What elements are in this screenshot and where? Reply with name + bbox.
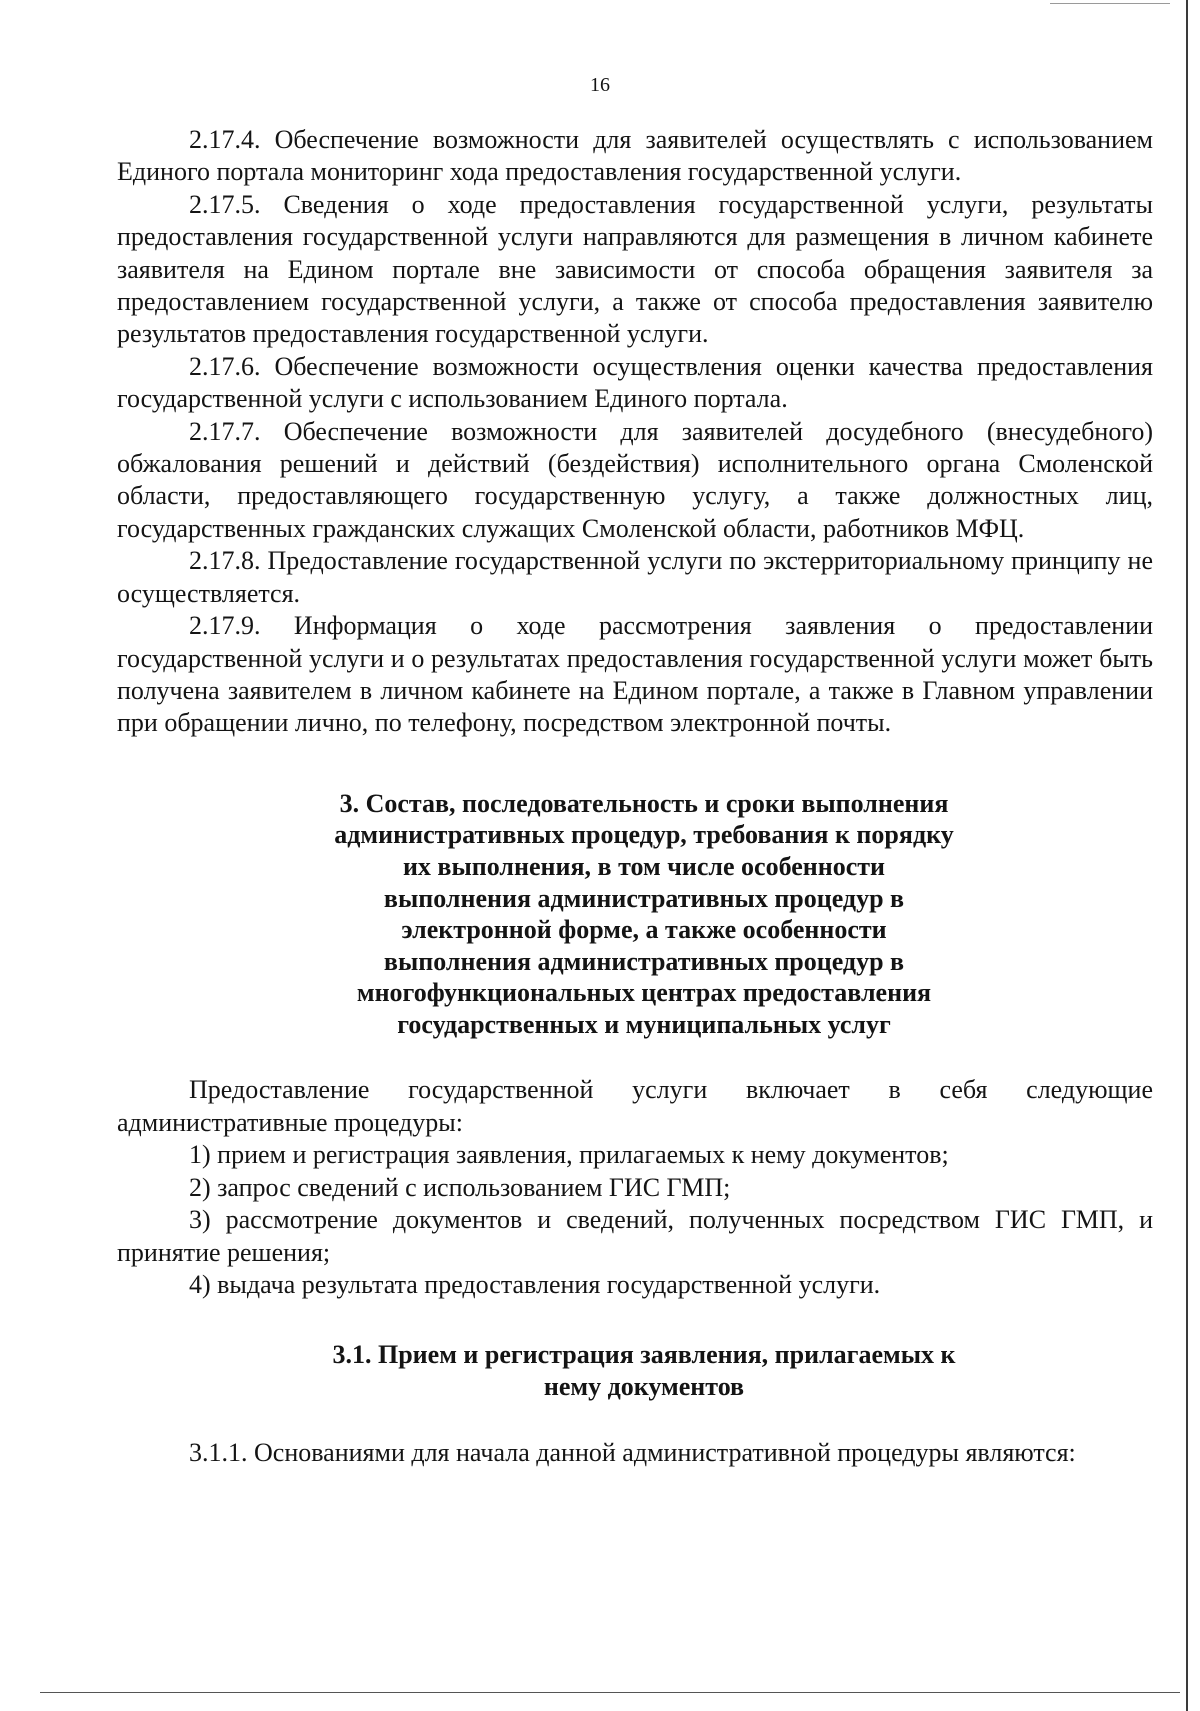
heading-line: административных процедур, требования к порядку (334, 820, 954, 850)
page-number: 16 (590, 74, 610, 96)
section-3-heading (117, 788, 1153, 1041)
paragraph-2-17-5: 2.17.5. Сведения о ходе предоставления государственной услуги, результаты предоставления государственной услуги направляются для размещения в личном кабинете заявителя на Едином портале вне зависимости от способа обращения заявителя за предоставлением государственной услуги, а также от способа предоставления заявителю результатов предоставления государственной услуги. (117, 189, 1153, 349)
section-3-1-heading (117, 1339, 1153, 1402)
scan-edge-right (1186, 0, 1188, 1711)
heading-line: нему документов (543, 1371, 745, 1401)
heading-line: государственных и муниципальных услуг (397, 1009, 891, 1039)
heading-line: многофункциональных центрах предоставления (356, 978, 932, 1008)
heading-line: выполнения административных процедур в (383, 883, 905, 913)
heading-line: 3. Состав, последовательность и сроки выполнения (339, 788, 949, 818)
procedure-item: 4) выдача результата предоставления государственной услуги. (189, 1269, 881, 1299)
paragraph-2-17-8: 2.17.8. Предоставление государственной услуги по экстерриториальному принципу не осуществляется. (117, 546, 1153, 608)
scan-edge-bottom (40, 1692, 1180, 1693)
paragraph-3-1-1: 3.1.1. Основаниями для начала данной административной процедуры являются: (189, 1437, 1076, 1467)
heading-line: их выполнения, в том числе особенности (402, 851, 886, 881)
scan-edge-top (1050, 3, 1170, 4)
document-body (117, 124, 1153, 1469)
paragraph-2-17-9: 2.17.9. Информация о ходе рассмотрения заявления о предоставлении государственной услуги и о результатах предоставления государственной услуги может быть получена заявителем в личном кабинете на Едином портале, а также в Главном управлении при обращении лично, по телефону, посредством электронной почты. (117, 611, 1153, 738)
paragraph-2-17-7: 2.17.7. Обеспечение возможности для заявителей досудебного (внесудебного) обжалования решений и действий (бездействия) исполнительного органа Смоленской области, предоставляющего государственную услугу, а также должностных лиц, государственных гражданских служащих Смоленской области, работников МФЦ. (117, 416, 1153, 543)
procedure-item: 2) запрос сведений с использованием ГИС ГМП; (189, 1172, 731, 1202)
paragraph-2-17-4: 2.17.4. Обеспечение возможности для заявителей осуществлять с использованием Единого портала мониторинг хода предоставления государственной услуги. (117, 125, 1153, 187)
heading-line: выполнения административных процедур в (383, 946, 905, 976)
section-3-intro: Предоставление государственной услуги включает в себя следующие административные процедуры: (117, 1075, 1153, 1137)
procedure-item: 3) рассмотрение документов и сведений, полученных посредством ГИС ГМП, и принятие решения; (117, 1205, 1153, 1267)
heading-line: 3.1. Прием и регистрация заявления, прилагаемых к (332, 1340, 956, 1370)
paragraph-2-17-6: 2.17.6. Обеспечение возможности осуществления оценки качества предоставления государственной услуги с использованием Единого портала. (117, 351, 1153, 414)
heading-line: электронной форме, а также особенности (401, 915, 887, 945)
procedure-item: 1) прием и регистрация заявления, прилагаемых к нему документов; (189, 1140, 949, 1170)
